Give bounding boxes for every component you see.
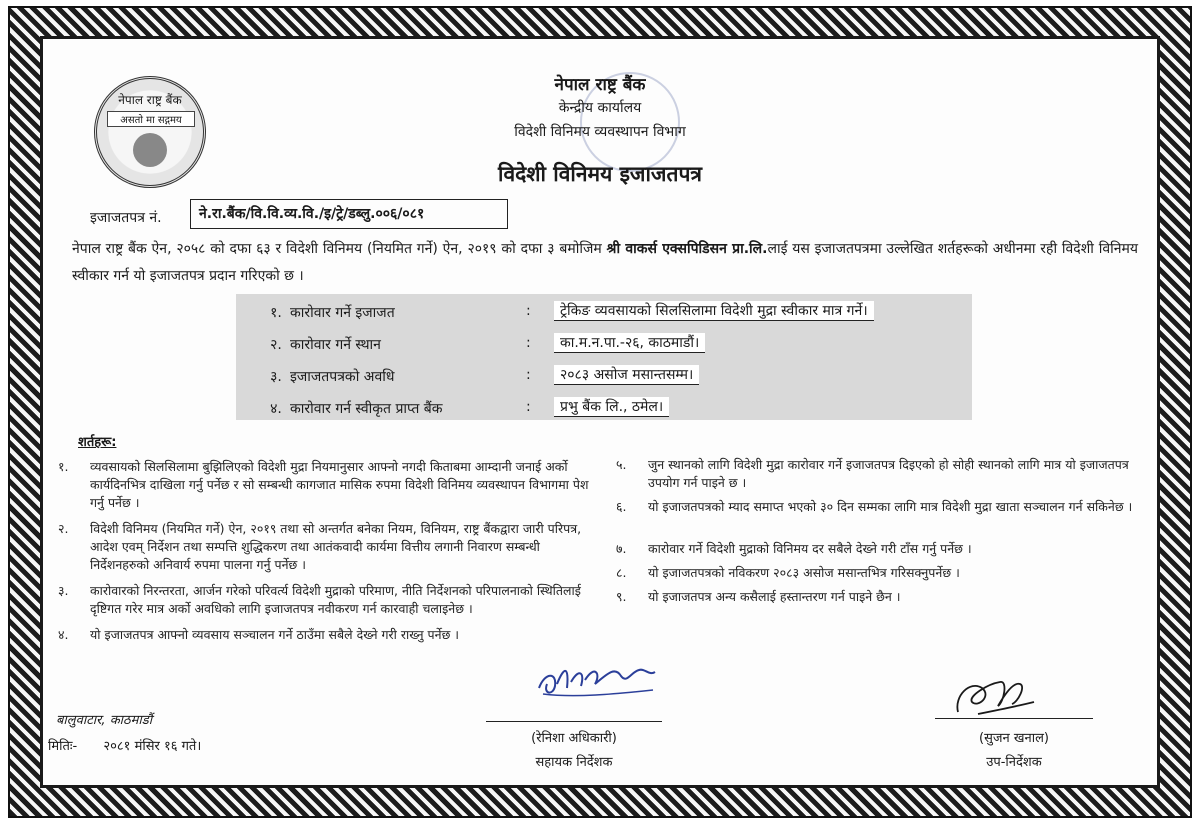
term-text: विदेशी विनिमय (नियमित गर्ने) ऐन, २०१९ तथा सो अन्तर्गत बनेका नियम, विनियम, राष्ट्र बैंकद्वारा जारी परिपत्र, आदेश एवम् निर्देशन तथा सम्पत्ति शुद्धिकरण तथा आतंकवादी कार्यमा वित्तीय लगानी निवारण सम्बन्धी निर्देशनहरुको अनिवार्य रुपमा पालना गर्नु पर्नेछ । [90,521,582,572]
term-number: ३. [58,583,69,598]
term-number: ६. [616,499,627,514]
signature-khanal [948,662,1038,722]
row-colon: : [526,303,531,319]
term-item [58,626,592,644]
row-number: ४. [270,401,282,417]
term-number: ७. [616,541,627,556]
terms-heading: शर्तहरू: [78,435,117,450]
row-value: २०८३ असोज मसान्तसम्म। [554,365,699,385]
term-text: कारोवार गर्ने विदेशी मुद्राको विनिमय दर सबैले देख्ने गरी टाँस गर्नु पर्नेछ । [648,541,972,556]
signer1-name: (रेनिशा अधिकारी) [531,731,617,746]
row-colon: : [526,335,531,351]
row-number: ३. [270,369,282,385]
row-value: का.म.न.पा.-२६, काठमाडौं। [554,333,705,353]
row-number: १. [270,305,282,321]
issue-date-label: मितिः- [48,739,78,754]
term-text: कारोवारको निरन्तरता, आर्जन गरेको परिवर्त्य विदेशी मुद्राको परिमाण, नीति निर्देशनको परिपालनाको स्थितिलाई दृष्टिगत गरेर मात्र अर्को अवधिको लागि इजाजतपत्र नवीकरण गर्न कारवाही चलाइनेछ । [90,583,581,616]
issue-location: बालुवाटार, काठमाडौं [56,713,153,728]
term-number: १. [58,459,69,474]
intro-text-end: लाई यस इजाजतपत्रमा उल्लेखित शर्तहरूको अधीनमा रही विदेशी विनिमय स्वीकार गर्न यो इजाजतपत्र प्रदान गरिएको छ । [72,241,1138,284]
term-item [58,458,592,512]
intro-paragraph [72,236,1138,290]
term-number: २. [58,521,69,536]
intro-text-start: नेपाल राष्ट्र बैंक ऐन, २०५८ को दफा ६३ र विदेशी विनिमय (नियमित गर्ने) ऐन, २०१९ को दफा ३ बमोजिम [72,241,607,257]
signature-adhikari [535,654,660,704]
details-row [236,331,972,358]
certificate-title: विदेशी विनिमय इजाजतपत्र [498,162,702,186]
seal-motto: असतो मा सद्गमय [107,111,195,127]
row-label: इजाजतपत्रको अवधि [290,369,395,385]
term-item [58,582,592,618]
row-colon: : [526,367,531,383]
issue-date [48,736,201,754]
term-text: जुन स्थानको लागि विदेशी मुद्रा कारोवार गर्ने इजाजतपत्र दिइएको हो सोही स्थानको लागि मात्र यो इजाजतपत्र उपयोग गर्न पाइने छ । [648,457,1129,490]
term-number: ४. [58,627,69,642]
permit-number-label: इजाजतपत्र नं. [90,210,162,226]
row-number: २. [270,337,282,353]
term-number: ५. [616,457,627,472]
row-label: कारोवार गर्ने इजाजत [290,305,395,321]
department-name: विदेशी विनिमय व्यवस्थापन विभाग [514,124,686,140]
term-item [616,588,1136,606]
row-value: प्रभु बैंक लि., ठमेल। [554,397,669,417]
row-label: कारोवार गर्न स्वीकृत प्राप्त बैंक [290,401,443,417]
row-value: ट्रेकिङ व्यवसायको सिलसिलामा विदेशी मुद्रा स्वीकार मात्र गर्ने। [554,301,874,321]
row-label: कारोवार गर्ने स्थान [290,337,381,353]
term-text: यो इजाजतपत्रको म्याद समाप्त भएको ३० दिन सम्मका लागि मात्र विदेशी मुद्रा खाता सञ्चालन गर्न सकिनेछ । [648,499,1133,514]
term-number: ८. [616,565,627,580]
bank-name: नेपाल राष्ट्र बैंक [554,75,646,95]
term-number: ९. [616,589,627,604]
company-name: श्री वाकर्स एक्सपिडिसन प्रा.लि. [606,241,768,257]
term-item [616,456,1136,492]
term-item [58,520,592,574]
term-text: यो इजाजतपत्र अन्य कसैलाई हस्तान्तरण गर्न पाइने छैन । [648,589,901,604]
term-item [616,564,1136,582]
permit-number: ने.रा.बैंक/वि.वि.व्य.वि./इ/ट्रे/डब्लु.००६/०८१ [190,199,508,229]
row-colon: : [526,399,531,415]
signature-line [486,721,662,722]
term-text: यो इजाजतपत्र आफ्नो व्यवसाय सञ्चालन गर्ने ठाउँमा सबैले देख्ने गरी राख्नु पर्नेछ । [90,627,460,642]
signer2-name: (सुजन खनाल) [979,731,1049,746]
term-item [616,540,1136,558]
details-row [236,395,972,422]
issue-date-value: २०८१ मंसिर १६ गते। [103,739,202,754]
signature-line [935,718,1093,719]
office-name: केन्द्रीय कार्यालय [558,100,642,116]
details-row [236,363,972,390]
term-text: यो इजाजतपत्रको नविकरण २०८३ असोज मसान्तभित्र गरिसक्नुपर्नेछ । [648,565,960,580]
term-item [616,498,1136,516]
term-text: व्यवसायको सिलसिलामा बुझिलिएको विदेशी मुद्रा नियमानुसार आफ्नो नगदी किताबमा आम्दानी जनाई अर्को कार्यदिनभित्र दाखिला गर्नु पर्नेछ र सो सम्बन्धी कागजात मासिक रुपमा विदेशी विनिमय व्यवस्थापन विभागमा पेश गर्नु पर्नेछ । [90,459,589,510]
signer1-title: सहायक निर्देशक [535,755,613,770]
signer2-title: उप-निर्देशक [986,755,1042,770]
seal-ring-text: नेपाल राष्ट्र बैंक [118,93,182,107]
details-row [236,299,972,326]
